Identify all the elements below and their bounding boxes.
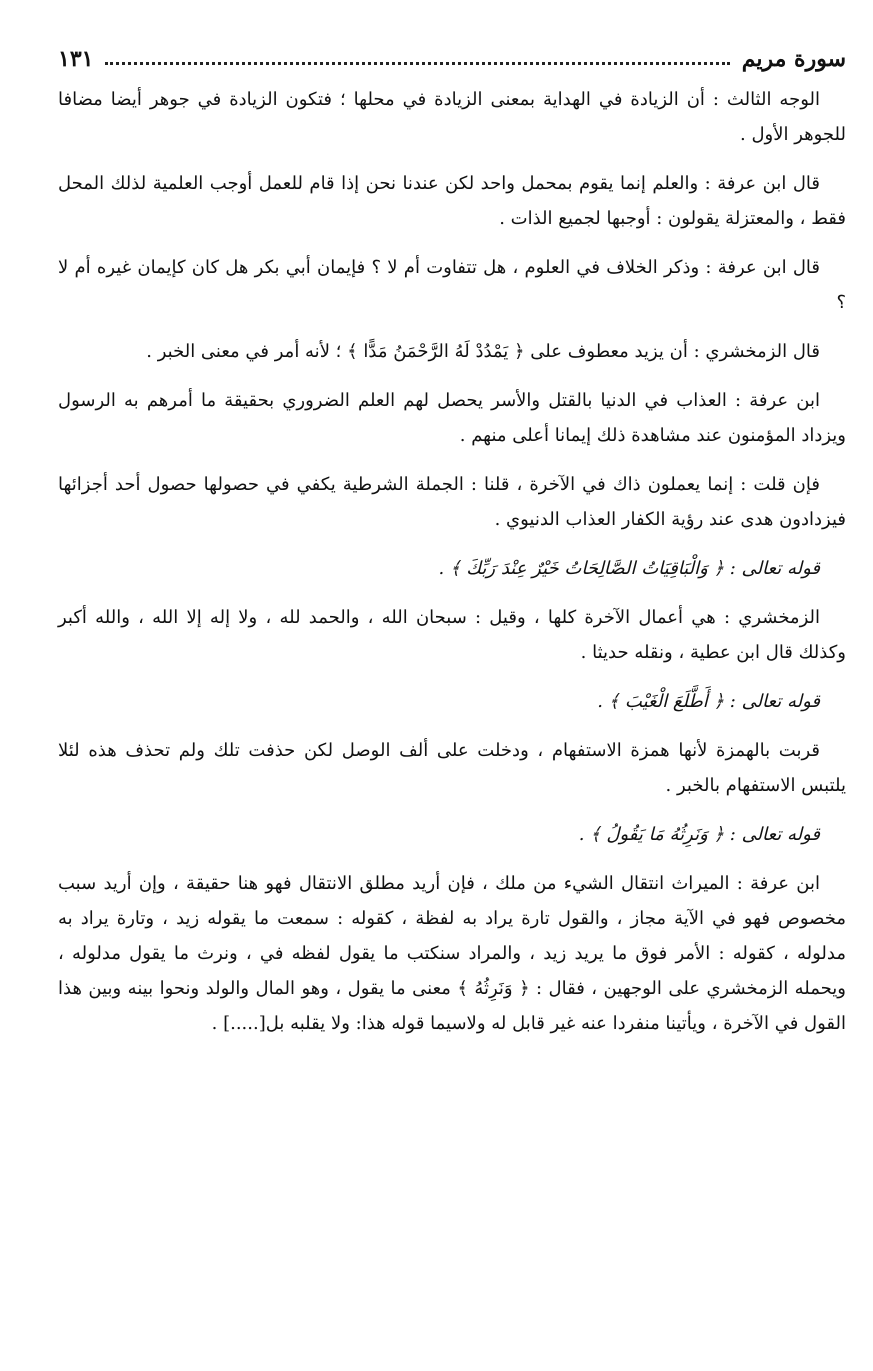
document-page (58, 42, 846, 1055)
paragraph (58, 383, 846, 453)
paragraph (58, 250, 846, 320)
paragraph (58, 334, 846, 369)
paragraph (58, 866, 846, 1041)
paragraph-text: فإن قلت : إنما يعملون ذاك في الآخرة ، قلنا : الجملة الشرطية يكفي في حصولها حصول أحد أجزائها فيزدادون هدى عند رؤية الكفار العذاب الدنيوي . (58, 474, 846, 530)
paragraph (58, 166, 846, 236)
verse-heading (58, 684, 846, 719)
header-dotted-leader (105, 62, 729, 65)
paragraph (58, 600, 846, 670)
verse-heading (58, 817, 846, 852)
body-text (58, 82, 846, 1041)
paragraph-text: ابن عرفة : الميراث انتقال الشيء من ملك ، فإن أريد مطلق الانتقال فهو هنا حقيقة ، وإن أريد سبب مخصوص فهو في الآية مجاز ، والقول تارة يراد به لفظة ، كقوله : سمعت ما يقوله زيد ، وتارة يراد به مدلوله ، كقوله : الأمر فوق ما يريد زيد ، والمراد سنكتب ما يقول لفظه في ، ونرث ما يقول مدلوله ، ويحمله الزمخشري على الوجهين ، فقال : ﴿ وَنَرِثُهُ ﴾ معنى ما يقول ، وهو المال والولد ونحوا بينه وبين هذا القول في الآخرة ، ويأتينا منفردا عنه غير قابل له ولاسيما قوله هذا: ولا يقلبه بل[.....] . (58, 873, 846, 1034)
verse-heading (58, 551, 846, 586)
paragraph-text: ابن عرفة : العذاب في الدنيا بالقتل والأسر يحصل لهم العلم الضروري بحقيقة ما أمرهم به الرسول ويزداد المؤمنون عند مشاهدة ذلك إيمانا أعلى منهم . (58, 390, 846, 446)
paragraph (58, 82, 846, 152)
verse-heading-text: قوله تعالى : ﴿ أَطَّلَعَ الْغَيْبَ ﴾ . (597, 691, 820, 712)
verse-heading-text: قوله تعالى : ﴿ وَنَرِثُهُ مَا يَقُولُ ﴾ . (578, 824, 820, 845)
paragraph (58, 733, 846, 803)
page-header (58, 42, 846, 76)
paragraph-text: قال الزمخشري : أن يزيد معطوف على ﴿ يَمْدُدْ لَهُ الرَّحْمَنُ مَدًّا ﴾ ؛ لأنه أمر في معنى الخبر . (146, 341, 820, 362)
sura-title: سورة مريم (741, 46, 846, 72)
paragraph-text: الوجه الثالث : أن الزيادة في الهداية بمعنى الزيادة في محلها ؛ فتكون الزيادة في جوهر أيضا مضافا للجوهر الأول . (58, 89, 846, 145)
page-number: ١٣١ (58, 46, 94, 72)
paragraph-text: الزمخشري : هي أعمال الآخرة كلها ، وقيل : سبحان الله ، والحمد لله ، ولا إله إلا الله ، والله أكبر وكذلك قال ابن عطية ، ونقله حديثا . (58, 607, 846, 663)
paragraph-text: قربت بالهمزة لأنها همزة الاستفهام ، ودخلت على ألف الوصل لكن حذفت تلك ولم تحذف هذه لئلا يلتبس الاستفهام بالخبر . (58, 740, 846, 796)
paragraph (58, 467, 846, 537)
verse-heading-text: قوله تعالى : ﴿ وَالْبَاقِيَاتُ الصَّالِحَاتُ خَيْرٌ عِنْدَ رَبِّكَ ﴾ . (438, 558, 820, 579)
paragraph-text: قال ابن عرفة : والعلم إنما يقوم بمحمل واحد لكن عندنا نحن إذا قام للعمل أوجب العلمية لذلك المحل فقط ، والمعتزلة يقولون : أوجبها لجميع الذات . (58, 173, 846, 229)
paragraph-text: قال ابن عرفة : وذكر الخلاف في العلوم ، هل تتفاوت أم لا ؟ فإيمان أبي بكر هل كان كإيمان غيره أم لا ؟ (58, 257, 846, 313)
